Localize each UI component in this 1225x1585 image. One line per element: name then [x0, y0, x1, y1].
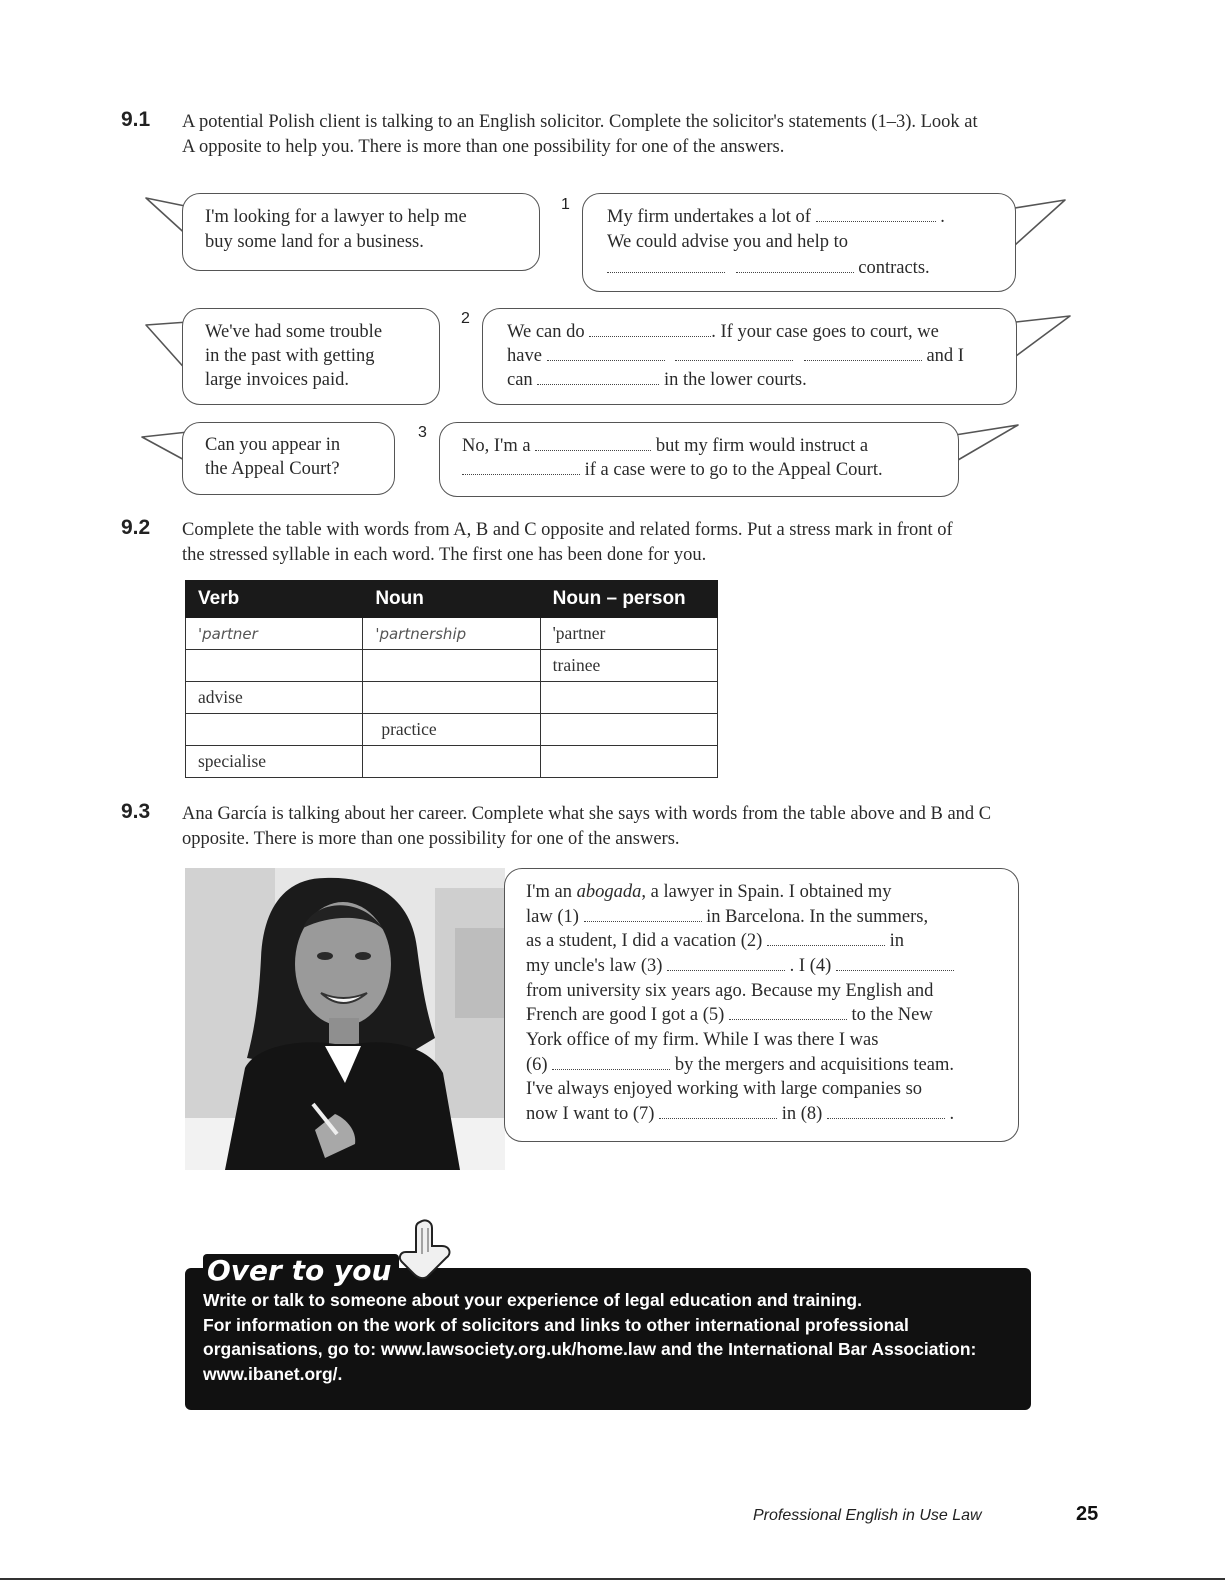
- exercise-9-1-instruction: A potential Polish client is talking to an English solicitor. Complete the solicitor's statements (1–3). Look at A opposite to help you. There is more than one possibility for one of the answers.: [182, 112, 978, 157]
- bubble-text: to the New: [851, 1005, 933, 1025]
- solicitor-text: in the lower courts.: [663, 370, 807, 390]
- solicitor-text: No, I'm a: [462, 436, 531, 456]
- solicitor-text: We could advise you and help to: [607, 232, 849, 252]
- bubble-text: in (8): [781, 1104, 823, 1124]
- answer-blank[interactable]: [535, 435, 651, 451]
- bubble-text: French are good I got a (5): [526, 1005, 725, 1025]
- solicitor-bubble-2: [482, 308, 1017, 405]
- bubble-text: from university six years ago. Because my English and: [526, 981, 934, 1001]
- bubble-text: in: [889, 931, 904, 951]
- bubble-text: I'm an: [526, 882, 572, 902]
- table-cell[interactable]: [186, 714, 363, 746]
- client-bubble-3: [182, 422, 395, 495]
- exercise-9-3-instruction: Ana García is talking about her career. Complete what she says with words from the table above and B and C opposite. There is more than one possibility for one of the answers.: [182, 804, 992, 849]
- table-cell: 'partnership: [363, 618, 540, 650]
- solicitor-text: We can do: [507, 322, 585, 342]
- answer-blank[interactable]: [589, 321, 711, 337]
- exercise-number-9-2: 9.2: [121, 516, 151, 539]
- table-cell[interactable]: [540, 682, 717, 714]
- table-cell: trainee: [540, 650, 717, 682]
- pointing-hand-icon: [398, 1218, 458, 1280]
- exercise-number-9-3: 9.3: [121, 800, 151, 823]
- item-number-3: 3: [418, 424, 427, 441]
- table-cell: 'partner: [540, 618, 717, 650]
- table-cell[interactable]: [540, 746, 717, 778]
- client-line: large invoices paid.: [205, 370, 350, 390]
- client-line: buy some land for a business.: [205, 232, 424, 252]
- solicitor-text: can: [507, 370, 533, 390]
- table-cell[interactable]: [363, 650, 540, 682]
- client-line: the Appeal Court?: [205, 459, 340, 479]
- bubble-text: by the mergers and acquisitions team.: [674, 1055, 954, 1075]
- over-to-you-line: Write or talk to someone about your experience of legal education and training.: [203, 1290, 862, 1310]
- solicitor-text: . If your case goes to court, we: [711, 322, 939, 342]
- bubble-text: . I (4): [789, 956, 832, 976]
- bubble-text: , a lawyer in Spain. I obtained my: [641, 882, 892, 902]
- bubble-text: now I want to (7): [526, 1104, 655, 1124]
- answer-blank-4[interactable]: [836, 955, 954, 971]
- solicitor-text: but my firm would instruct a: [655, 436, 869, 456]
- client-bubble-1: [182, 193, 540, 271]
- bubble-text: law (1): [526, 907, 579, 927]
- word-forms-table: [185, 580, 718, 778]
- answer-blank[interactable]: [537, 369, 659, 385]
- bubble-text: my uncle's law (3): [526, 956, 663, 976]
- over-to-you-line: organisations, go to: www.lawsociety.org.uk/home.law and the International Bar Association:: [203, 1339, 977, 1359]
- answer-blank-5[interactable]: [729, 1004, 847, 1020]
- answer-blank[interactable]: [804, 345, 922, 361]
- column-header-noun-person: Noun – person: [540, 581, 717, 618]
- ana-speech-bubble: [504, 868, 1019, 1142]
- table-row: [186, 618, 718, 650]
- page-number: 25: [1076, 1503, 1099, 1525]
- solicitor-text: .: [940, 207, 945, 227]
- over-to-you-line: www.ibanet.org/.: [203, 1363, 343, 1384]
- solicitor-text: contracts.: [858, 258, 930, 278]
- answer-blank-6[interactable]: [552, 1054, 670, 1070]
- over-to-you-line: For information on the work of solicitors and links to other international professional: [203, 1314, 909, 1335]
- table-row: [186, 746, 718, 778]
- solicitor-text: have: [507, 346, 542, 366]
- column-header-verb: Verb: [186, 581, 363, 618]
- client-line: I'm looking for a lawyer to help me: [205, 207, 467, 227]
- answer-blank-7[interactable]: [659, 1103, 777, 1119]
- item-number-1: 1: [561, 196, 570, 213]
- answer-blank[interactable]: [816, 206, 936, 222]
- solicitor-text: My firm undertakes a lot of: [607, 207, 811, 227]
- lawyer-photo: [185, 868, 505, 1170]
- client-line: We've had some trouble: [205, 322, 383, 342]
- page-edge-rule: [0, 1578, 1225, 1580]
- woman-portrait-image: [185, 868, 505, 1170]
- solicitor-text: and I: [926, 346, 964, 366]
- item-number-2: 2: [461, 310, 470, 327]
- solicitor-bubble-3: [439, 422, 959, 497]
- table-cell: 'partner: [186, 618, 363, 650]
- table-cell: practice: [363, 714, 540, 746]
- answer-blank[interactable]: [607, 257, 725, 273]
- bubble-text: as a student, I did a vacation (2): [526, 931, 763, 951]
- exercise-number-9-1: 9.1: [121, 108, 151, 131]
- bubble-text: I've always enjoyed working with large companies so: [526, 1079, 923, 1099]
- answer-blank[interactable]: [547, 345, 665, 361]
- solicitor-bubble-1: [582, 193, 1016, 292]
- bubble-text: York office of my firm. While I was there I was: [526, 1030, 879, 1050]
- bubble-text: .: [949, 1104, 955, 1124]
- book-title: Professional English in Use Law: [753, 1507, 982, 1524]
- answer-blank-2[interactable]: [767, 930, 885, 946]
- solicitor-text: if a case were to go to the Appeal Court.: [584, 460, 883, 480]
- answer-blank-8[interactable]: [827, 1103, 945, 1119]
- table-row: [186, 682, 718, 714]
- answer-blank[interactable]: [462, 459, 580, 475]
- bubble-text: (6): [526, 1055, 548, 1075]
- table-cell[interactable]: [363, 746, 540, 778]
- column-header-noun: Noun: [363, 581, 540, 618]
- answer-blank[interactable]: [736, 257, 854, 273]
- table-cell[interactable]: [540, 714, 717, 746]
- table-cell: advise: [186, 682, 363, 714]
- client-line: Can you appear in: [205, 435, 341, 455]
- table-row: [186, 714, 718, 746]
- table-cell[interactable]: [186, 650, 363, 682]
- answer-blank-3[interactable]: [667, 955, 785, 971]
- answer-blank[interactable]: [675, 345, 793, 361]
- table-cell[interactable]: [363, 682, 540, 714]
- table-cell: specialise: [186, 746, 363, 778]
- over-to-you-title: Over to you: [203, 1254, 399, 1287]
- exercise-9-2-instruction: Complete the table with words from A, B and C opposite and related forms. Put a stress mark in front of the stressed syllable in each word. The first one has been done for you.: [182, 520, 953, 565]
- bubble-text: in Barcelona. In the summers,: [706, 907, 929, 927]
- answer-blank-1[interactable]: [584, 906, 702, 922]
- client-line: in the past with getting: [205, 346, 375, 366]
- over-to-you-box: [185, 1254, 1031, 1410]
- table-row: [186, 650, 718, 682]
- client-bubble-2: [182, 308, 440, 405]
- bubble-text-italic: abogada: [576, 882, 642, 902]
